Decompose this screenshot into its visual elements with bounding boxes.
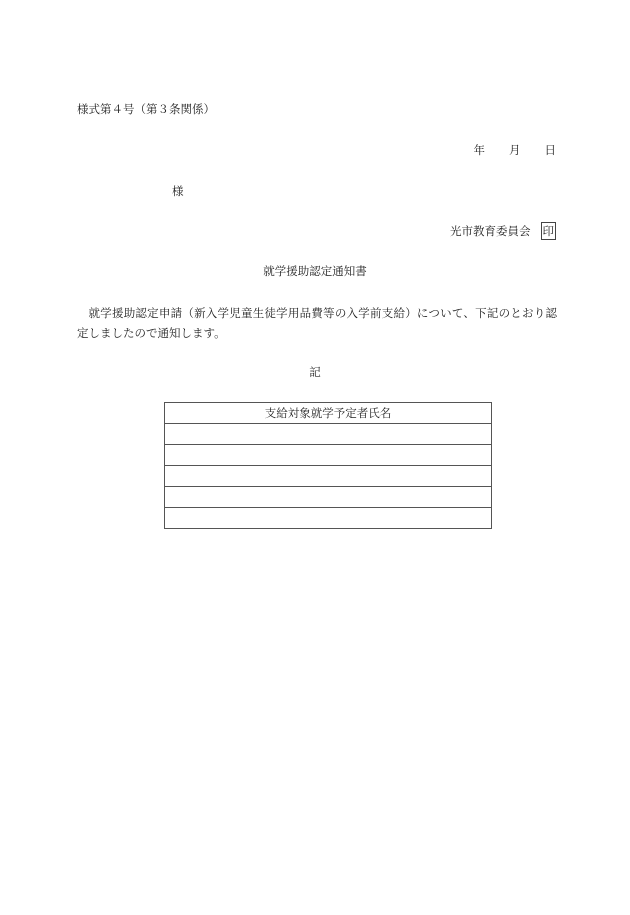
date-month: 月 xyxy=(509,143,521,157)
table-row xyxy=(165,445,492,466)
addressee-suffix: 様 xyxy=(172,184,184,198)
table-cell xyxy=(165,445,492,466)
ki-mark: 記 xyxy=(309,365,321,379)
issuer-name: 光市教育委員会 xyxy=(450,224,531,238)
table-cell xyxy=(165,466,492,487)
date-line xyxy=(474,142,557,158)
table-row xyxy=(165,487,492,508)
date-day: 日 xyxy=(544,143,556,157)
seal-mark: 印 xyxy=(542,224,554,238)
body-text: 就学援助認定申請（新入学児童生徒学用品費等の入学前支給）について、下記のとおり認定しましたので通知します。 xyxy=(77,306,557,340)
table-row xyxy=(165,508,492,529)
table-row xyxy=(165,466,492,487)
date-year: 年 xyxy=(473,143,485,157)
table-header-cell: 支給対象就学予定者氏名 xyxy=(165,403,492,424)
table-cell xyxy=(165,424,492,445)
table-cell xyxy=(165,487,492,508)
table-header-row xyxy=(165,403,492,424)
recipients-table xyxy=(164,402,492,529)
issuer-block xyxy=(450,222,556,240)
document-title: 就学援助認定通知書 xyxy=(263,264,367,278)
table-row xyxy=(165,424,492,445)
form-number: 様式第４号（第３条関係） xyxy=(77,102,215,116)
table-cell xyxy=(165,508,492,529)
